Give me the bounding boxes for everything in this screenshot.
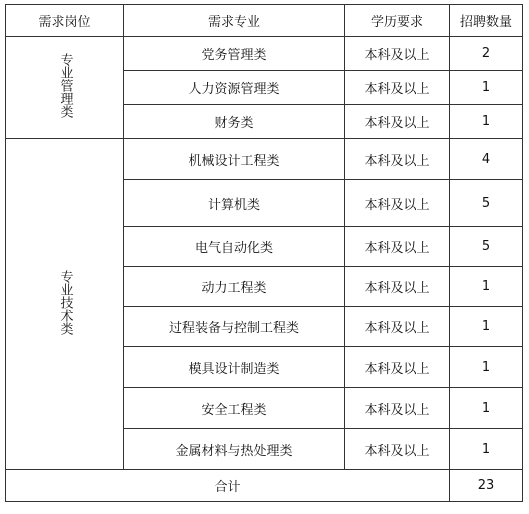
position-cell-technical <box>6 139 124 470</box>
count-cell: 5 <box>450 180 523 227</box>
count-cell: 4 <box>450 139 523 180</box>
count-cell: 5 <box>450 227 523 267</box>
education-cell: 本科及以上 <box>345 347 450 388</box>
major-cell: 人力资源管理类 <box>124 71 345 105</box>
major-cell: 机械设计工程类 <box>124 139 345 180</box>
count-cell: 1 <box>450 267 523 307</box>
major-cell: 党务管理类 <box>124 37 345 71</box>
count-cell: 2 <box>450 37 523 71</box>
count-cell: 1 <box>450 105 523 139</box>
major-cell: 电气自动化类 <box>124 227 345 267</box>
header-position: 需求岗位 <box>6 5 124 37</box>
total-count: 23 <box>450 470 523 502</box>
education-cell: 本科及以上 <box>345 429 450 470</box>
table-row <box>6 37 523 71</box>
education-cell: 本科及以上 <box>345 388 450 429</box>
education-cell: 本科及以上 <box>345 307 450 347</box>
count-cell: 1 <box>450 388 523 429</box>
major-cell: 动力工程类 <box>124 267 345 307</box>
count-cell: 1 <box>450 307 523 347</box>
total-label: 合计 <box>6 470 450 502</box>
total-row <box>6 470 523 502</box>
education-cell: 本科及以上 <box>345 105 450 139</box>
major-cell: 金属材料与热处理类 <box>124 429 345 470</box>
major-cell: 财务类 <box>124 105 345 139</box>
header-major: 需求专业 <box>124 5 345 37</box>
position-label: 专业管理类 <box>57 53 73 118</box>
header-education: 学历要求 <box>345 5 450 37</box>
education-cell: 本科及以上 <box>345 71 450 105</box>
recruitment-table <box>5 4 523 502</box>
major-cell: 模具设计制造类 <box>124 347 345 388</box>
position-cell-management <box>6 37 124 139</box>
header-count: 招聘数量 <box>450 5 523 37</box>
education-cell: 本科及以上 <box>345 267 450 307</box>
count-cell: 1 <box>450 429 523 470</box>
education-cell: 本科及以上 <box>345 227 450 267</box>
major-cell: 安全工程类 <box>124 388 345 429</box>
table-row <box>6 139 523 180</box>
education-cell: 本科及以上 <box>345 180 450 227</box>
count-cell: 1 <box>450 347 523 388</box>
count-cell: 1 <box>450 71 523 105</box>
education-cell: 本科及以上 <box>345 37 450 71</box>
education-cell: 本科及以上 <box>345 139 450 180</box>
major-cell: 计算机类 <box>124 180 345 227</box>
header-row <box>6 5 523 37</box>
position-label: 专业技术类 <box>57 269 73 335</box>
major-cell: 过程装备与控制工程类 <box>124 307 345 347</box>
